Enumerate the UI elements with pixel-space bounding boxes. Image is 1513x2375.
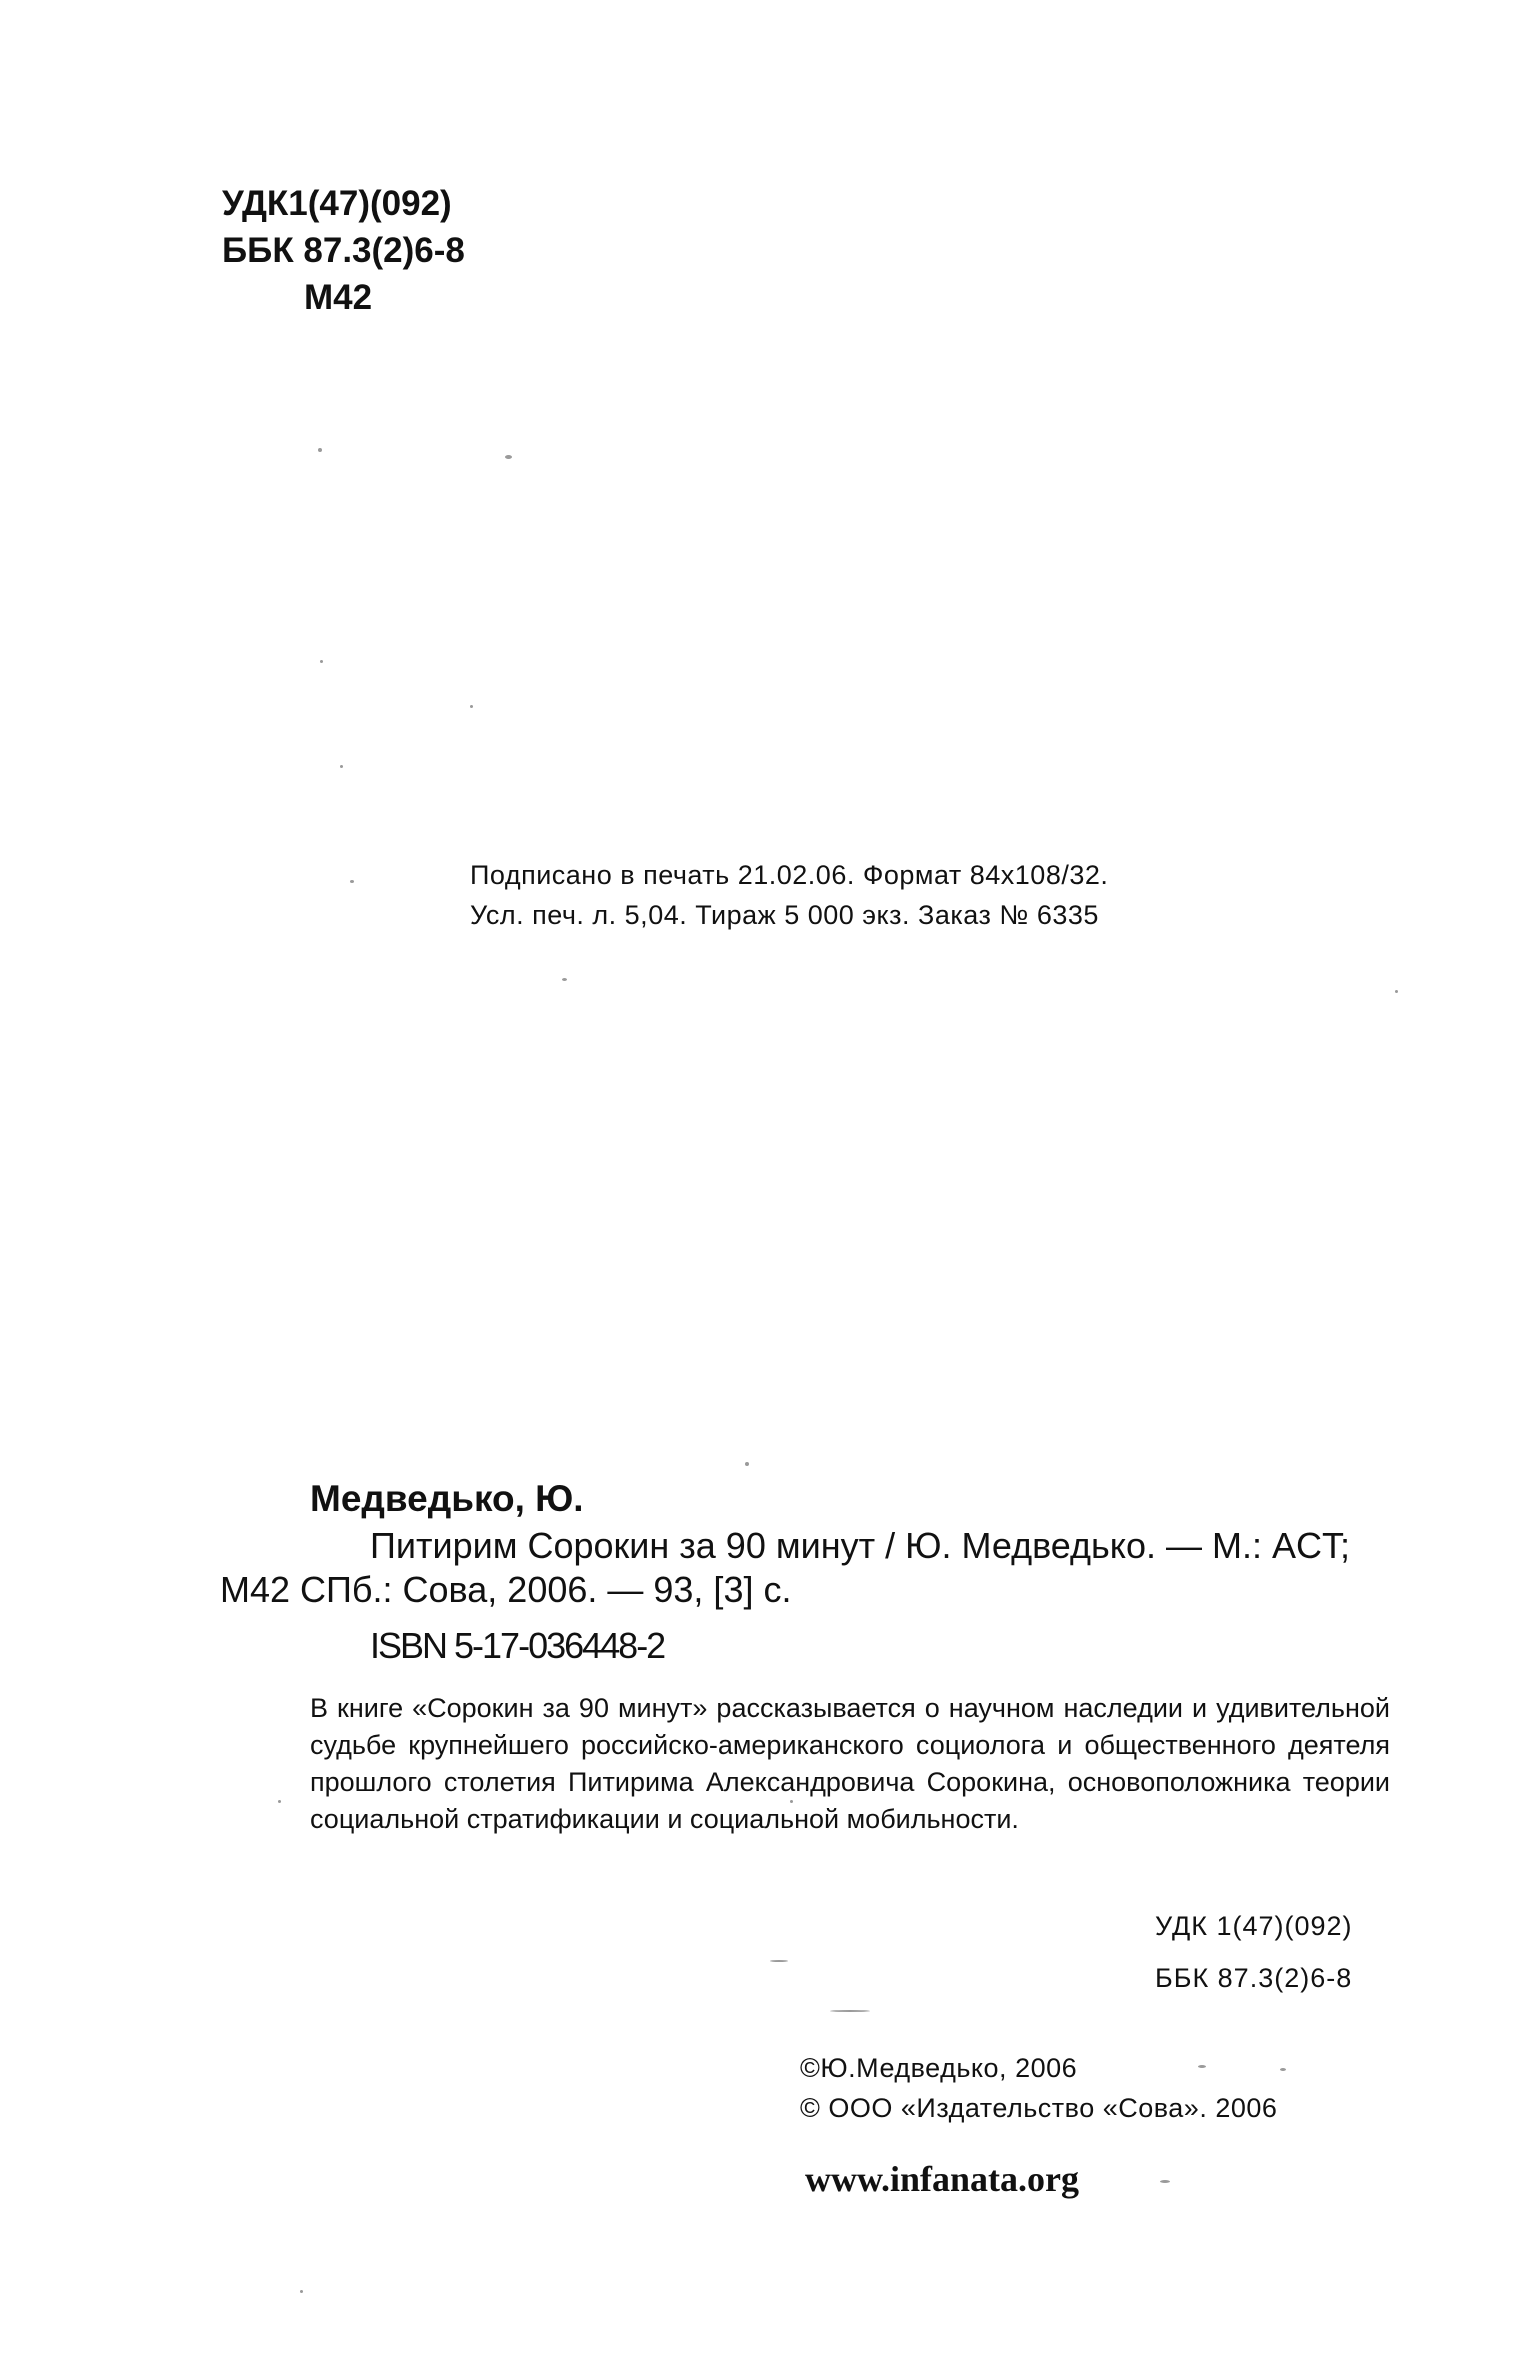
record-isbn: ISBN 5-17-036448-2 [370, 1625, 665, 1666]
udk-code: УДК1(47)(092) [222, 184, 452, 223]
scan-speck [278, 1800, 281, 1803]
print-info [470, 855, 1108, 935]
scan-speck [350, 880, 354, 883]
scan-speck [320, 660, 323, 663]
copyright-publisher: © ООО «Издательство «Сова». 2006 [800, 2093, 1278, 2123]
website-link[interactable]: www.infanata.org [805, 2159, 1080, 2199]
scan-speck [300, 2290, 303, 2293]
scan-speck [1280, 2068, 1286, 2071]
print-info-line-2: Усл. печ. л. 5,04. Тираж 5 000 экз. Заказ № 6335 [470, 900, 1099, 930]
scan-speck [505, 455, 512, 459]
record-author: Медведько, Ю. [310, 1478, 584, 1519]
scan-speck [340, 765, 343, 768]
book-abstract: В книге «Сорокин за 90 минут» рассказывается о научном наследии и удивительной судьбе крупнейшего российско-американского социолога и общественного деятеля прошлого столетия Питирима Александровича Сорокина, основоположника теории социальной стратификации и социальной мобильности. [310, 1693, 1390, 1834]
classification-codes-right [1155, 1900, 1353, 2004]
udk-code-right: УДК 1(47)(092) [1155, 1911, 1353, 1941]
print-info-line-1: Подписано в печать 21.02.06. Формат 84x108/32. [470, 860, 1109, 890]
author-mark: М42 [304, 278, 373, 317]
scan-speck [770, 1960, 788, 1962]
scan-speck [790, 1800, 793, 1803]
scan-speck [1198, 2065, 1206, 2068]
scan-speck [562, 978, 567, 981]
scan-speck [745, 1462, 749, 1466]
scan-speck [1395, 990, 1398, 993]
bbk-code-right: ББК 87.3(2)6-8 [1155, 1963, 1353, 1993]
scan-speck [318, 448, 322, 452]
scan-speck [470, 705, 473, 708]
record-imprint-line: М42 СПб.: Сова, 2006. — 93, [3] с. [220, 1569, 792, 1610]
copyright-author: ©Ю.Медведько, 2006 [800, 2053, 1078, 2083]
copyright-block [800, 2048, 1277, 2128]
scan-speck [830, 2010, 870, 2012]
classification-block [222, 180, 465, 321]
record-title-line: Питирим Сорокин за 90 минут / Ю. Медведько. — М.: ACT; [370, 1525, 1350, 1566]
scan-speck [1160, 2180, 1170, 2183]
bbk-code: ББК 87.3(2)6-8 [222, 231, 465, 270]
